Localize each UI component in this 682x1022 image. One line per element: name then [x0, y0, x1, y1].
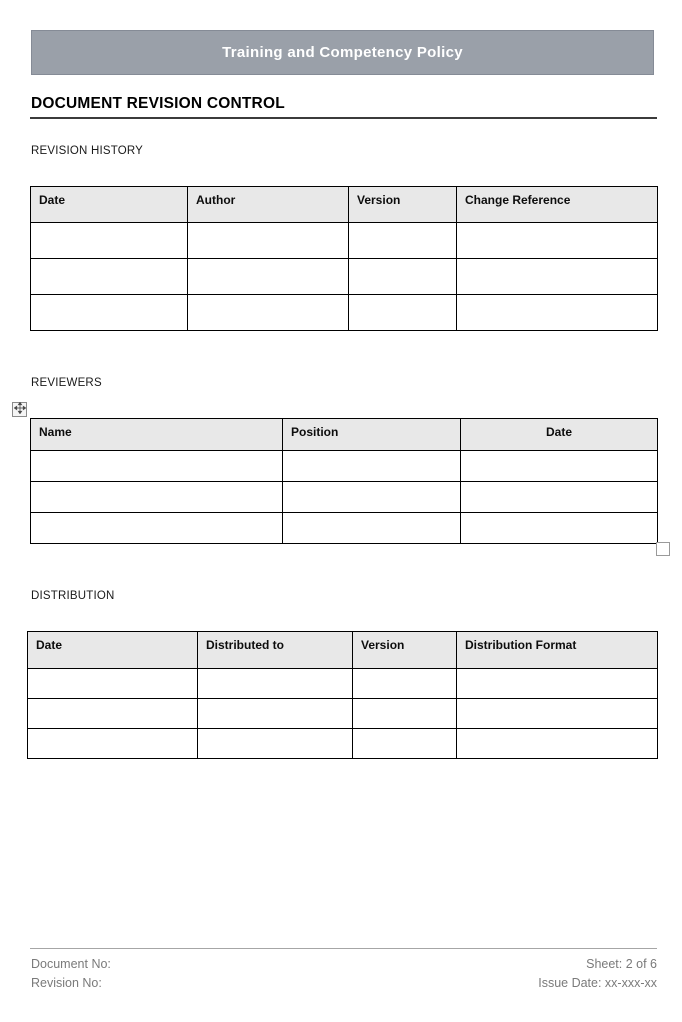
table-cell[interactable] — [457, 295, 658, 331]
table-cell[interactable] — [31, 259, 188, 295]
column-header-version: Version — [353, 632, 457, 669]
issue-date-label: Issue Date: xx-xxx-xx — [538, 976, 657, 990]
table-cell[interactable] — [457, 259, 658, 295]
distribution-table — [27, 631, 658, 759]
table-row — [28, 669, 658, 699]
column-header-version: Version — [349, 187, 457, 223]
table-cell[interactable] — [28, 669, 198, 699]
table-cell[interactable] — [283, 513, 461, 544]
column-header-name: Name — [31, 419, 283, 451]
document-no-label: Document No: — [31, 957, 111, 971]
table-cell[interactable] — [198, 669, 353, 699]
table-resize-handle[interactable] — [656, 542, 670, 556]
table-cell[interactable] — [31, 295, 188, 331]
table-cell[interactable] — [353, 699, 457, 729]
column-header-change-reference: Change Reference — [457, 187, 658, 223]
table-cell[interactable] — [349, 259, 457, 295]
table-cell[interactable] — [461, 451, 658, 482]
move-cross-icon — [14, 401, 26, 419]
table-cell[interactable] — [198, 699, 353, 729]
revision-no-label: Revision No: — [31, 976, 102, 990]
table-row — [31, 482, 658, 513]
heading-underline — [30, 117, 657, 119]
page-heading: DOCUMENT REVISION CONTROL — [31, 95, 285, 112]
column-header-distribution-format: Distribution Format — [457, 632, 658, 669]
table-cell[interactable] — [461, 482, 658, 513]
sheet-label: Sheet: 2 of 6 — [586, 957, 657, 971]
table-row — [31, 259, 658, 295]
table-cell[interactable] — [457, 729, 658, 759]
table-cell[interactable] — [198, 729, 353, 759]
table-cell[interactable] — [457, 699, 658, 729]
reviewers-table — [30, 418, 658, 544]
section-label-revision-history: REVISION HISTORY — [31, 145, 144, 157]
table-cell[interactable] — [28, 729, 198, 759]
table-cell[interactable] — [188, 259, 349, 295]
table-header-row — [28, 632, 658, 669]
table-cell[interactable] — [353, 729, 457, 759]
footer-left — [31, 955, 111, 993]
table-row — [31, 451, 658, 482]
table-cell[interactable] — [349, 295, 457, 331]
table-cell[interactable] — [31, 513, 283, 544]
column-header-date: Date — [28, 632, 198, 669]
footer-divider — [30, 948, 657, 949]
column-header-date: Date — [31, 187, 188, 223]
banner-title: Training and Competency Policy — [222, 44, 463, 61]
table-cell[interactable] — [31, 482, 283, 513]
column-header-distributed-to: Distributed to — [198, 632, 353, 669]
table-cell[interactable] — [31, 451, 283, 482]
table-cell[interactable] — [349, 223, 457, 259]
column-header-date: Date — [461, 419, 658, 451]
column-header-position: Position — [283, 419, 461, 451]
table-cell[interactable] — [283, 482, 461, 513]
table-header-row — [31, 187, 658, 223]
section-label-reviewers: REVIEWERS — [31, 377, 102, 389]
title-banner — [31, 30, 654, 75]
footer-right — [538, 955, 657, 993]
table-row — [28, 699, 658, 729]
table-row — [31, 295, 658, 331]
revision-history-table — [30, 186, 658, 331]
table-header-row — [31, 419, 658, 451]
table-cell[interactable] — [28, 699, 198, 729]
table-cell[interactable] — [461, 513, 658, 544]
section-label-distribution: DISTRIBUTION — [31, 590, 115, 602]
table-row — [31, 513, 658, 544]
table-row — [28, 729, 658, 759]
table-cell[interactable] — [188, 295, 349, 331]
table-cell[interactable] — [457, 669, 658, 699]
column-header-author: Author — [188, 187, 349, 223]
table-cell[interactable] — [457, 223, 658, 259]
table-cell[interactable] — [188, 223, 349, 259]
table-cell[interactable] — [353, 669, 457, 699]
table-row — [31, 223, 658, 259]
table-cell[interactable] — [31, 223, 188, 259]
table-move-handle[interactable] — [12, 402, 27, 417]
table-cell[interactable] — [283, 451, 461, 482]
